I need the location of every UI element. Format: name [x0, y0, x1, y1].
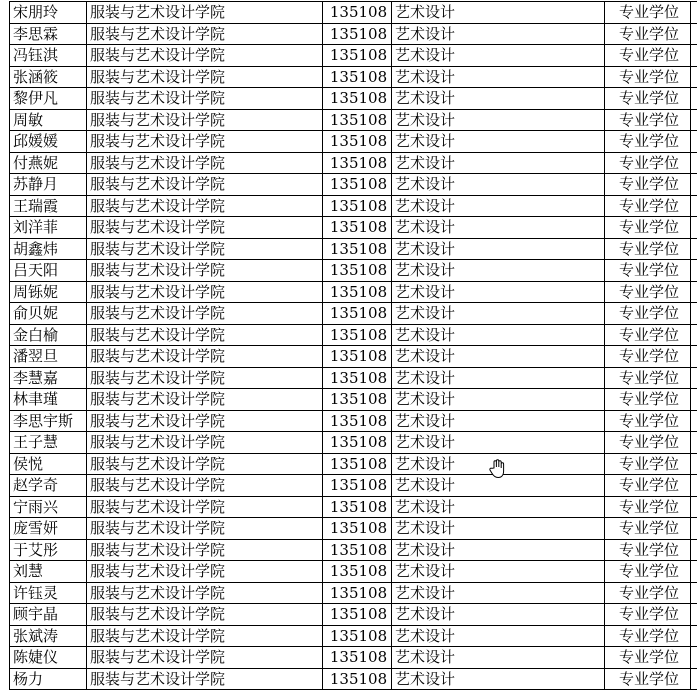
college-cell[interactable]: 服装与艺术设计学院 — [87, 45, 323, 67]
table-row[interactable] — [10, 303, 697, 325]
empty-cell[interactable] — [691, 45, 697, 67]
table-row[interactable] — [10, 2, 697, 24]
table-row[interactable] — [10, 496, 697, 518]
name-cell[interactable]: 杨力 — [10, 668, 87, 690]
name-cell[interactable]: 吕天阳 — [10, 260, 87, 282]
degree-type-cell[interactable]: 专业学位 — [605, 217, 691, 239]
degree-type-cell[interactable]: 专业学位 — [605, 367, 691, 389]
table-row[interactable] — [10, 174, 697, 196]
major-cell[interactable]: 艺术设计 — [392, 518, 605, 540]
table-row[interactable] — [10, 475, 697, 497]
name-cell[interactable]: 许钰灵 — [10, 582, 87, 604]
empty-cell[interactable] — [691, 217, 697, 239]
major-code-cell[interactable]: 135108 — [323, 152, 392, 174]
major-code-cell[interactable]: 135108 — [323, 539, 392, 561]
name-cell[interactable]: 王子慧 — [10, 432, 87, 454]
empty-cell[interactable] — [691, 23, 697, 45]
college-cell[interactable]: 服装与艺术设计学院 — [87, 238, 323, 260]
major-code-cell[interactable]: 135108 — [323, 453, 392, 475]
major-cell[interactable]: 艺术设计 — [392, 389, 605, 411]
major-code-cell[interactable]: 135108 — [323, 174, 392, 196]
name-cell[interactable]: 于艾彤 — [10, 539, 87, 561]
major-code-cell[interactable]: 135108 — [323, 2, 392, 24]
major-code-cell[interactable]: 135108 — [323, 367, 392, 389]
degree-type-cell[interactable]: 专业学位 — [605, 389, 691, 411]
degree-type-cell[interactable]: 专业学位 — [605, 647, 691, 669]
major-code-cell[interactable]: 135108 — [323, 23, 392, 45]
table-row[interactable] — [10, 582, 697, 604]
major-cell[interactable]: 艺术设计 — [392, 195, 605, 217]
table-row[interactable] — [10, 23, 697, 45]
empty-cell[interactable] — [691, 2, 697, 24]
empty-cell[interactable] — [691, 625, 697, 647]
major-cell[interactable]: 艺术设计 — [392, 174, 605, 196]
major-cell[interactable]: 艺术设计 — [392, 410, 605, 432]
college-cell[interactable]: 服装与艺术设计学院 — [87, 195, 323, 217]
name-cell[interactable]: 张斌涛 — [10, 625, 87, 647]
empty-cell[interactable] — [691, 410, 697, 432]
college-cell[interactable]: 服装与艺术设计学院 — [87, 453, 323, 475]
college-cell[interactable]: 服装与艺术设计学院 — [87, 260, 323, 282]
degree-type-cell[interactable]: 专业学位 — [605, 174, 691, 196]
empty-cell[interactable] — [691, 195, 697, 217]
empty-cell[interactable] — [691, 109, 697, 131]
college-cell[interactable]: 服装与艺术设计学院 — [87, 561, 323, 583]
table-row[interactable] — [10, 668, 697, 690]
table-row[interactable] — [10, 152, 697, 174]
degree-type-cell[interactable]: 专业学位 — [605, 604, 691, 626]
major-code-cell[interactable]: 135108 — [323, 303, 392, 325]
college-cell[interactable]: 服装与艺术设计学院 — [87, 324, 323, 346]
major-cell[interactable]: 艺术设计 — [392, 625, 605, 647]
table-row[interactable] — [10, 195, 697, 217]
empty-cell[interactable] — [691, 303, 697, 325]
major-code-cell[interactable]: 135108 — [323, 647, 392, 669]
major-cell[interactable]: 艺术设计 — [392, 66, 605, 88]
hand-pointer-icon — [488, 459, 506, 479]
major-code-cell[interactable]: 135108 — [323, 475, 392, 497]
empty-cell[interactable] — [691, 668, 697, 690]
major-cell[interactable]: 艺术设计 — [392, 324, 605, 346]
major-code-cell[interactable]: 135108 — [323, 561, 392, 583]
table-row[interactable] — [10, 45, 697, 67]
degree-type-cell[interactable]: 专业学位 — [605, 432, 691, 454]
empty-cell[interactable] — [691, 453, 697, 475]
major-code-cell[interactable]: 135108 — [323, 389, 392, 411]
major-code-cell[interactable]: 135108 — [323, 195, 392, 217]
major-code-cell[interactable]: 135108 — [323, 281, 392, 303]
college-cell[interactable]: 服装与艺术设计学院 — [87, 518, 323, 540]
degree-type-cell[interactable]: 专业学位 — [605, 109, 691, 131]
degree-type-cell[interactable]: 专业学位 — [605, 518, 691, 540]
name-cell[interactable]: 陈婕仪 — [10, 647, 87, 669]
table-row[interactable] — [10, 131, 697, 153]
major-code-cell[interactable]: 135108 — [323, 582, 392, 604]
college-cell[interactable]: 服装与艺术设计学院 — [87, 668, 323, 690]
table-row[interactable] — [10, 66, 697, 88]
college-cell[interactable]: 服装与艺术设计学院 — [87, 23, 323, 45]
table-row[interactable] — [10, 561, 697, 583]
name-cell[interactable]: 李慧嘉 — [10, 367, 87, 389]
college-cell[interactable]: 服装与艺术设计学院 — [87, 303, 323, 325]
major-cell[interactable]: 艺术设计 — [392, 260, 605, 282]
name-cell[interactable]: 宁雨兴 — [10, 496, 87, 518]
degree-type-cell[interactable]: 专业学位 — [605, 475, 691, 497]
major-cell[interactable]: 艺术设计 — [392, 475, 605, 497]
name-cell[interactable]: 顾宇晶 — [10, 604, 87, 626]
table-body — [10, 2, 697, 690]
name-cell[interactable]: 刘慧 — [10, 561, 87, 583]
name-cell[interactable]: 苏静月 — [10, 174, 87, 196]
degree-type-cell[interactable]: 专业学位 — [605, 45, 691, 67]
degree-type-cell[interactable]: 专业学位 — [605, 561, 691, 583]
degree-type-cell[interactable]: 专业学位 — [605, 303, 691, 325]
major-code-cell[interactable]: 135108 — [323, 625, 392, 647]
table-row[interactable] — [10, 647, 697, 669]
name-cell[interactable]: 侯悦 — [10, 453, 87, 475]
degree-type-cell[interactable]: 专业学位 — [605, 260, 691, 282]
degree-type-cell[interactable]: 专业学位 — [605, 668, 691, 690]
degree-type-cell[interactable]: 专业学位 — [605, 131, 691, 153]
major-cell[interactable]: 艺术设计 — [392, 2, 605, 24]
table-row[interactable] — [10, 260, 697, 282]
table-row[interactable] — [10, 88, 697, 110]
empty-cell[interactable] — [691, 539, 697, 561]
college-cell[interactable]: 服装与艺术设计学院 — [87, 625, 323, 647]
name-cell[interactable]: 黎伊凡 — [10, 88, 87, 110]
major-cell[interactable]: 艺术设计 — [392, 281, 605, 303]
major-code-cell[interactable]: 135108 — [323, 88, 392, 110]
name-cell[interactable]: 邱媛媛 — [10, 131, 87, 153]
degree-type-cell[interactable]: 专业学位 — [605, 23, 691, 45]
table-row[interactable] — [10, 367, 697, 389]
major-cell[interactable]: 艺术设计 — [392, 539, 605, 561]
table-row[interactable] — [10, 518, 697, 540]
empty-cell[interactable] — [691, 131, 697, 153]
major-code-cell[interactable]: 135108 — [323, 109, 392, 131]
major-cell[interactable]: 艺术设计 — [392, 432, 605, 454]
table-row[interactable] — [10, 281, 697, 303]
empty-cell[interactable] — [691, 346, 697, 368]
major-cell[interactable]: 艺术设计 — [392, 23, 605, 45]
major-code-cell[interactable]: 135108 — [323, 45, 392, 67]
empty-cell[interactable] — [691, 518, 697, 540]
table-row[interactable] — [10, 453, 697, 475]
college-cell[interactable]: 服装与艺术设计学院 — [87, 281, 323, 303]
table-row[interactable] — [10, 217, 697, 239]
college-cell[interactable]: 服装与艺术设计学院 — [87, 647, 323, 669]
name-cell[interactable]: 金白榆 — [10, 324, 87, 346]
degree-type-cell[interactable]: 专业学位 — [605, 195, 691, 217]
empty-cell[interactable] — [691, 389, 697, 411]
empty-cell[interactable] — [691, 432, 697, 454]
major-code-cell[interactable]: 135108 — [323, 260, 392, 282]
empty-cell[interactable] — [691, 238, 697, 260]
name-cell[interactable]: 张涵筱 — [10, 66, 87, 88]
college-cell[interactable]: 服装与艺术设计学院 — [87, 367, 323, 389]
name-cell[interactable]: 林聿瑾 — [10, 389, 87, 411]
table-row[interactable] — [10, 346, 697, 368]
college-cell[interactable]: 服装与艺术设计学院 — [87, 346, 323, 368]
empty-cell[interactable] — [691, 88, 697, 110]
college-cell[interactable]: 服装与艺术设计学院 — [87, 66, 323, 88]
major-cell[interactable]: 艺术设计 — [392, 346, 605, 368]
college-cell[interactable]: 服装与艺术设计学院 — [87, 88, 323, 110]
degree-type-cell[interactable]: 专业学位 — [605, 539, 691, 561]
college-cell[interactable]: 服装与艺术设计学院 — [87, 389, 323, 411]
college-cell[interactable]: 服装与艺术设计学院 — [87, 217, 323, 239]
table-row[interactable] — [10, 109, 697, 131]
degree-type-cell[interactable]: 专业学位 — [605, 582, 691, 604]
degree-type-cell[interactable]: 专业学位 — [605, 346, 691, 368]
empty-cell[interactable] — [691, 475, 697, 497]
empty-cell[interactable] — [691, 647, 697, 669]
major-cell[interactable]: 艺术设计 — [392, 453, 605, 475]
name-cell[interactable]: 俞贝妮 — [10, 303, 87, 325]
major-code-cell[interactable]: 135108 — [323, 496, 392, 518]
table-row[interactable] — [10, 539, 697, 561]
college-cell[interactable]: 服装与艺术设计学院 — [87, 496, 323, 518]
major-cell[interactable]: 艺术设计 — [392, 88, 605, 110]
empty-cell[interactable] — [691, 260, 697, 282]
table-row[interactable] — [10, 238, 697, 260]
empty-cell[interactable] — [691, 174, 697, 196]
degree-type-cell[interactable]: 专业学位 — [605, 66, 691, 88]
major-code-cell[interactable]: 135108 — [323, 217, 392, 239]
major-code-cell[interactable]: 135108 — [323, 346, 392, 368]
major-code-cell[interactable]: 135108 — [323, 410, 392, 432]
major-code-cell[interactable]: 135108 — [323, 432, 392, 454]
empty-cell[interactable] — [691, 582, 697, 604]
major-cell[interactable]: 艺术设计 — [392, 604, 605, 626]
degree-type-cell[interactable]: 专业学位 — [605, 625, 691, 647]
college-cell[interactable]: 服装与艺术设计学院 — [87, 475, 323, 497]
college-cell[interactable]: 服装与艺术设计学院 — [87, 174, 323, 196]
degree-type-cell[interactable]: 专业学位 — [605, 324, 691, 346]
table-row[interactable] — [10, 604, 697, 626]
college-cell[interactable]: 服装与艺术设计学院 — [87, 109, 323, 131]
name-cell[interactable]: 李思霖 — [10, 23, 87, 45]
empty-cell[interactable] — [691, 604, 697, 626]
college-cell[interactable]: 服装与艺术设计学院 — [87, 152, 323, 174]
name-cell[interactable]: 潘翌旦 — [10, 346, 87, 368]
name-cell[interactable]: 周铄妮 — [10, 281, 87, 303]
major-cell[interactable]: 艺术设计 — [392, 303, 605, 325]
major-cell[interactable]: 艺术设计 — [392, 131, 605, 153]
major-cell[interactable]: 艺术设计 — [392, 109, 605, 131]
degree-type-cell[interactable]: 专业学位 — [605, 2, 691, 24]
degree-type-cell[interactable]: 专业学位 — [605, 88, 691, 110]
major-cell[interactable]: 艺术设计 — [392, 367, 605, 389]
major-cell[interactable]: 艺术设计 — [392, 152, 605, 174]
spreadsheet-table — [9, 1, 697, 690]
table-row[interactable] — [10, 625, 697, 647]
college-cell[interactable]: 服装与艺术设计学院 — [87, 410, 323, 432]
college-cell[interactable]: 服装与艺术设计学院 — [87, 131, 323, 153]
empty-cell[interactable] — [691, 66, 697, 88]
major-cell[interactable]: 艺术设计 — [392, 496, 605, 518]
college-cell[interactable]: 服装与艺术设计学院 — [87, 539, 323, 561]
empty-cell[interactable] — [691, 324, 697, 346]
degree-type-cell[interactable]: 专业学位 — [605, 496, 691, 518]
empty-cell[interactable] — [691, 496, 697, 518]
empty-cell[interactable] — [691, 561, 697, 583]
major-cell[interactable]: 艺术设计 — [392, 217, 605, 239]
major-code-cell[interactable]: 135108 — [323, 604, 392, 626]
major-cell[interactable]: 艺术设计 — [392, 238, 605, 260]
name-cell[interactable]: 付燕妮 — [10, 152, 87, 174]
major-cell[interactable]: 艺术设计 — [392, 45, 605, 67]
name-cell[interactable]: 庞雪妍 — [10, 518, 87, 540]
major-cell[interactable]: 艺术设计 — [392, 561, 605, 583]
major-code-cell[interactable]: 135108 — [323, 324, 392, 346]
major-code-cell[interactable]: 135108 — [323, 668, 392, 690]
degree-type-cell[interactable]: 专业学位 — [605, 238, 691, 260]
major-code-cell[interactable]: 135108 — [323, 66, 392, 88]
name-cell[interactable]: 王瑞霞 — [10, 195, 87, 217]
major-cell[interactable]: 艺术设计 — [392, 582, 605, 604]
college-cell[interactable]: 服装与艺术设计学院 — [87, 2, 323, 24]
degree-type-cell[interactable]: 专业学位 — [605, 152, 691, 174]
name-cell[interactable]: 胡鑫炜 — [10, 238, 87, 260]
name-cell[interactable]: 宋朋玲 — [10, 2, 87, 24]
degree-type-cell[interactable]: 专业学位 — [605, 281, 691, 303]
empty-cell[interactable] — [691, 152, 697, 174]
degree-type-cell[interactable]: 专业学位 — [605, 410, 691, 432]
college-cell[interactable]: 服装与艺术设计学院 — [87, 604, 323, 626]
table-row[interactable] — [10, 432, 697, 454]
major-code-cell[interactable]: 135108 — [323, 131, 392, 153]
name-cell[interactable]: 周敏 — [10, 109, 87, 131]
name-cell[interactable]: 冯钰淇 — [10, 45, 87, 67]
table-row[interactable] — [10, 410, 697, 432]
major-code-cell[interactable]: 135108 — [323, 518, 392, 540]
empty-cell[interactable] — [691, 281, 697, 303]
name-cell[interactable]: 李思宇斯 — [10, 410, 87, 432]
college-cell[interactable]: 服装与艺术设计学院 — [87, 582, 323, 604]
major-code-cell[interactable]: 135108 — [323, 238, 392, 260]
name-cell[interactable]: 刘洋菲 — [10, 217, 87, 239]
table-row[interactable] — [10, 389, 697, 411]
table-row[interactable] — [10, 324, 697, 346]
name-cell[interactable]: 赵学奇 — [10, 475, 87, 497]
degree-type-cell[interactable]: 专业学位 — [605, 453, 691, 475]
college-cell[interactable]: 服装与艺术设计学院 — [87, 432, 323, 454]
empty-cell[interactable] — [691, 367, 697, 389]
major-cell[interactable]: 艺术设计 — [392, 668, 605, 690]
major-cell[interactable]: 艺术设计 — [392, 647, 605, 669]
